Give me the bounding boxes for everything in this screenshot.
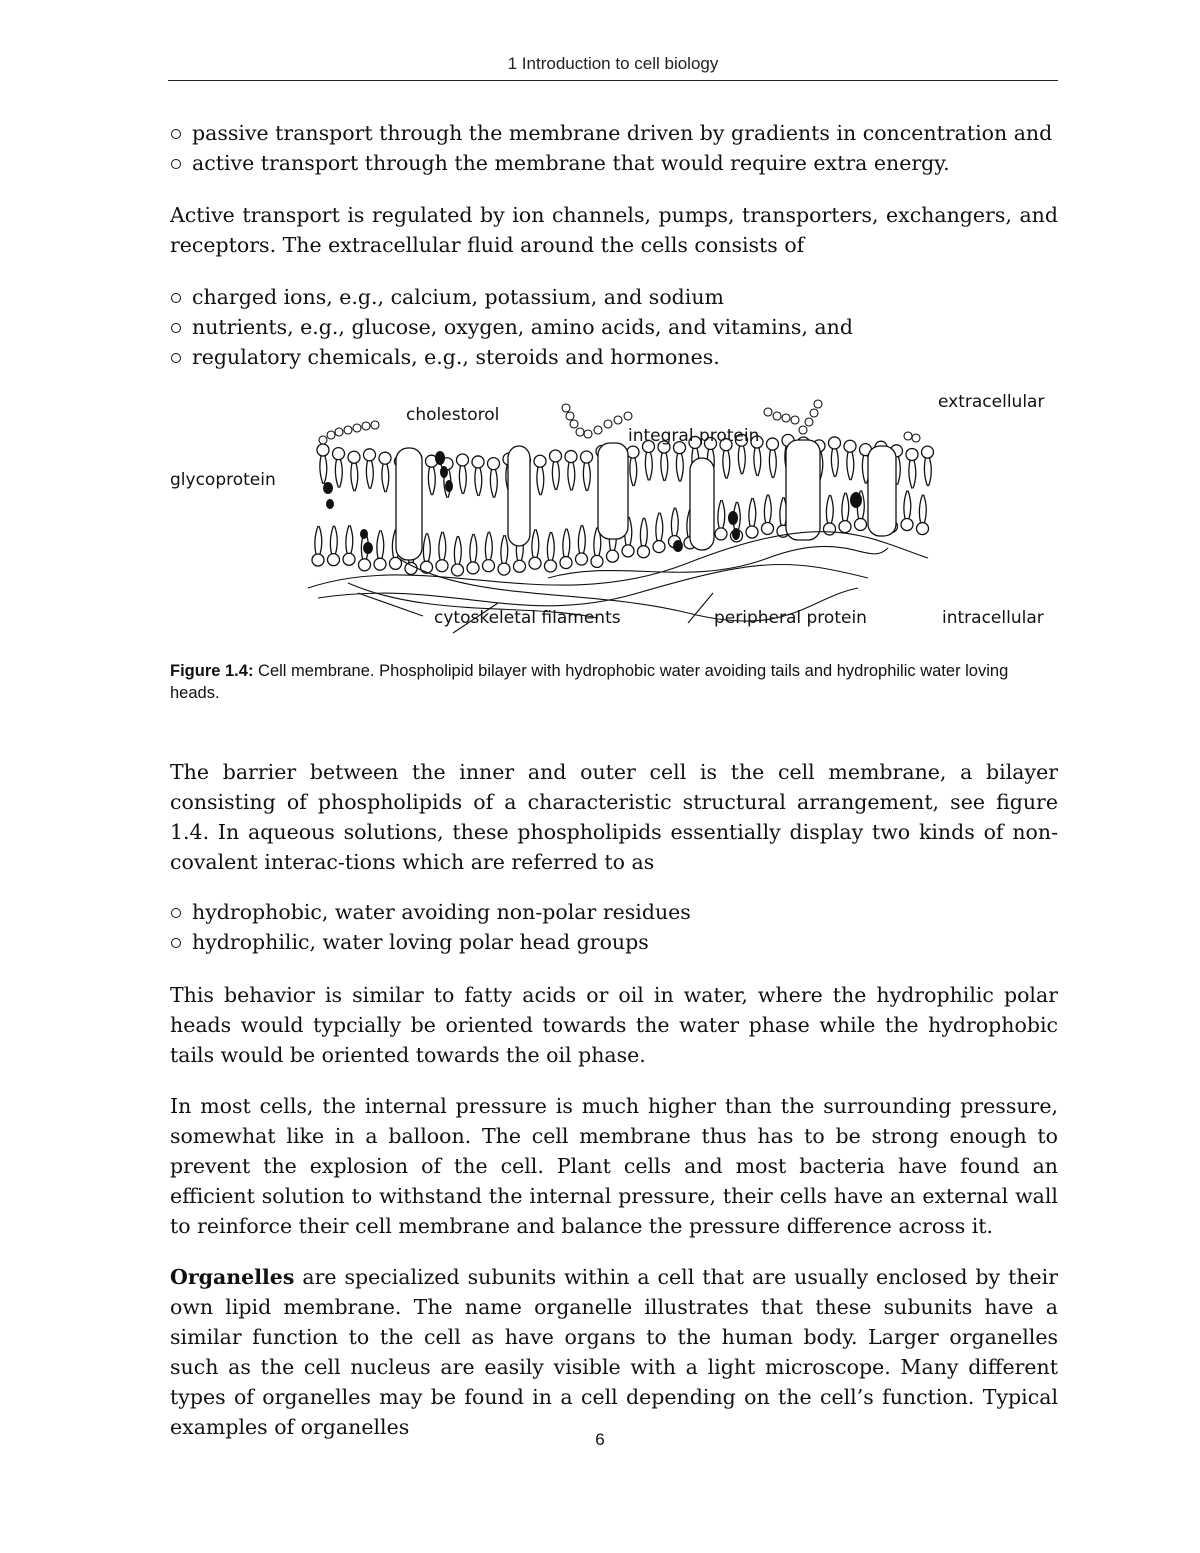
lipid-tail [377, 530, 384, 558]
lipid-tail [382, 464, 389, 492]
lipid-tail [568, 463, 575, 491]
lipid-head [545, 560, 557, 572]
lipid-tail [661, 453, 668, 481]
lipid-head [715, 528, 727, 540]
lipid-tail [485, 532, 492, 560]
lipid-head [498, 563, 510, 575]
lipid-tail [366, 461, 373, 489]
lipid-tail [428, 467, 435, 495]
lipid-head [529, 557, 541, 569]
list-item: charged ions, e.g., calcium, potassium, and sodium [170, 282, 1058, 312]
lipid-tail [454, 536, 461, 564]
label-cytoskeletal-filaments: cytoskeletal filaments [434, 608, 621, 628]
lipid-tail [909, 461, 916, 489]
integral-protein [786, 440, 820, 540]
lipid-head [839, 521, 851, 533]
lipid-head [855, 518, 867, 530]
lipid-head [576, 553, 588, 565]
lipid-tail [351, 463, 358, 491]
lipid-head [844, 440, 856, 452]
lipid-head [405, 562, 417, 574]
paragraph-behavior: This behavior is similar to fatty acids or oil in water, where the hydrophilic polar heads would typcially be oriented towards the water phase while the hydrophobic tails would be oriented towards the oil phase. [170, 983, 1058, 1067]
caption-text: Cell membrane. Phospholipid bilayer with hydrophobic water avoiding tails and hydrophilic water loving heads. [170, 662, 1009, 702]
label-integral-protein: integral protein [628, 426, 760, 446]
lipid-head [622, 545, 634, 557]
lipid-head [560, 557, 572, 569]
lipid-tail [470, 534, 477, 562]
label-extracellular: extracellular [938, 392, 1045, 412]
lipid-head [348, 451, 360, 463]
lipid-head [581, 451, 593, 463]
lipid-head [472, 456, 484, 468]
lipid-head [467, 562, 479, 574]
integral-protein [598, 443, 628, 539]
lipid-head [762, 522, 774, 534]
lipid-head [565, 451, 577, 463]
header-rule [168, 80, 1058, 81]
organelles-text: are specialized subunits within a cell that are usually enclosed by their own lipid membrane. The name organelle illustrates that these subunits have a similar function to the cell as have organs to the human body. Larger organelles such as the cell nucleus are easily visible with a light microscope. Many different types of organelles may be found in a cell depending on the cell’s function. Typical examples of organelles [170, 1265, 1058, 1439]
integral-protein [396, 448, 422, 560]
lipid-tail [335, 460, 342, 488]
lipid-tail [723, 451, 730, 479]
caption-label: Figure 1.4: [170, 662, 254, 680]
term-organelles: Organelles [170, 1265, 295, 1289]
lipid-tail [346, 525, 353, 553]
lipid-head [591, 555, 603, 567]
lipid-tail [532, 529, 539, 557]
lipid-tail [904, 491, 911, 519]
lipid-tail [475, 468, 482, 496]
page-number: 6 [595, 1430, 605, 1449]
lipid-head [514, 560, 526, 572]
lipid-tail [718, 500, 725, 528]
lipid-tail [330, 526, 337, 554]
lipid-head [824, 523, 836, 535]
lipid-tail [459, 466, 466, 494]
running-header: 1 Introduction to cell biology [507, 54, 719, 73]
transport-list [170, 118, 1058, 178]
lipid-head [374, 558, 386, 570]
lipid-tail [831, 449, 838, 477]
lipid-tail [919, 495, 926, 523]
lipid-tail [754, 448, 761, 476]
lipid-head [452, 564, 464, 576]
integral-protein [690, 458, 714, 550]
lipid-head [328, 554, 340, 566]
lipid-tail [847, 452, 854, 480]
lipid-head [829, 437, 841, 449]
integral-protein [508, 446, 530, 546]
cell-membrane-figure [168, 388, 1058, 638]
lipid-tail [924, 458, 931, 486]
lipid-tail [578, 525, 585, 553]
lipid-tail [676, 454, 683, 482]
lipid-tail [490, 470, 497, 498]
label-glycoprotein: glycoprotein [170, 470, 276, 490]
lipid-head [906, 449, 918, 461]
lipid-head [343, 553, 355, 565]
lipid-tail [320, 456, 327, 484]
paragraph-barrier: The barrier between the inner and outer cell is the cell membrane, a bilayer consisting of phospholipids of a characteristic structural arrangement, see figure 1.4. In aqueous solutions, these phospholipids essentially display two kinds of non-covalent interac-tions which are referred to as [170, 760, 1058, 874]
label-cholesterol: cholestorol [406, 405, 500, 425]
lipid-tail [439, 532, 446, 560]
lipid-head [379, 452, 391, 464]
paragraph-active-transport: Active transport is regulated by ion channels, pumps, transporters, exchangers, and receptors. The extracellular fluid around the cells consists of [170, 203, 1058, 257]
label-peripheral-protein: peripheral protein [714, 608, 867, 628]
lipid-head [457, 454, 469, 466]
list-item: active transport through the membrane that would require extra energy. [170, 148, 1058, 178]
lipid-tail [583, 463, 590, 491]
fluid-list [170, 282, 1058, 372]
figure-caption [170, 660, 1058, 704]
lipid-head [488, 458, 500, 470]
lipid-head [359, 559, 371, 571]
list-item: hydrophobic, water avoiding non-polar residues [170, 897, 1058, 927]
lipid-tail [501, 535, 508, 563]
lipid-tail [423, 533, 430, 561]
lipid-head [901, 519, 913, 531]
lipid-tail [645, 452, 652, 480]
lipid-tail [563, 529, 570, 557]
lipid-head [917, 523, 929, 535]
lipid-head [767, 438, 779, 450]
label-intracellular: intracellular [942, 608, 1044, 628]
lipid-head [312, 554, 324, 566]
lipid-tail [552, 462, 559, 490]
lipid-head [333, 448, 345, 460]
membrane-illustration [168, 388, 1058, 638]
list-item: hydrophilic, water loving polar head groups [170, 927, 1058, 957]
lipid-head [746, 526, 758, 538]
lipid-tail [764, 494, 771, 522]
list-item: nutrients, e.g., glucose, oxygen, amino acids, and vitamins, and [170, 312, 1058, 342]
lipid-head [534, 455, 546, 467]
lipid-tail [826, 495, 833, 523]
lipid-head [483, 560, 495, 572]
lipid-tail [656, 513, 663, 541]
lipid-head [627, 446, 639, 458]
lipid-head [436, 560, 448, 572]
lipid-tail [315, 526, 322, 554]
lipid-tail [630, 458, 637, 486]
lipid-tail [769, 450, 776, 478]
lipid-head [653, 541, 665, 553]
lipid-head [364, 449, 376, 461]
lipid-tail [640, 518, 647, 546]
lipid-tail [537, 467, 544, 495]
lipid-tail [738, 446, 745, 474]
lipid-head [317, 444, 329, 456]
list-item: regulatory chemicals, e.g., steroids and hormones. [170, 342, 1058, 372]
lipid-tail [547, 532, 554, 560]
lipid-tail [671, 508, 678, 536]
lipid-head [421, 561, 433, 573]
interaction-list [170, 897, 1058, 957]
lipid-tail [842, 493, 849, 521]
lipid-head [550, 450, 562, 462]
lipid-tail [749, 498, 756, 526]
paragraph-organelles [170, 1262, 1058, 1442]
lipid-head [638, 546, 650, 558]
lipid-head [922, 446, 934, 458]
lipid-head [607, 550, 619, 562]
integral-protein [868, 446, 896, 536]
paragraph-pressure: In most cells, the internal pressure is much higher than the surrounding pressure, somewhat like in a balloon. The cell membrane thus has to be strong enough to prevent the explosion of the cell. Plant cells and most bacteria have found an efficient solution to withstand the internal pressure, their cells have an external wall to reinforce their cell membrane and balance the pressure difference across it. [170, 1094, 1058, 1238]
list-item: passive transport through the membrane driven by gradients in concentration and [170, 118, 1058, 148]
